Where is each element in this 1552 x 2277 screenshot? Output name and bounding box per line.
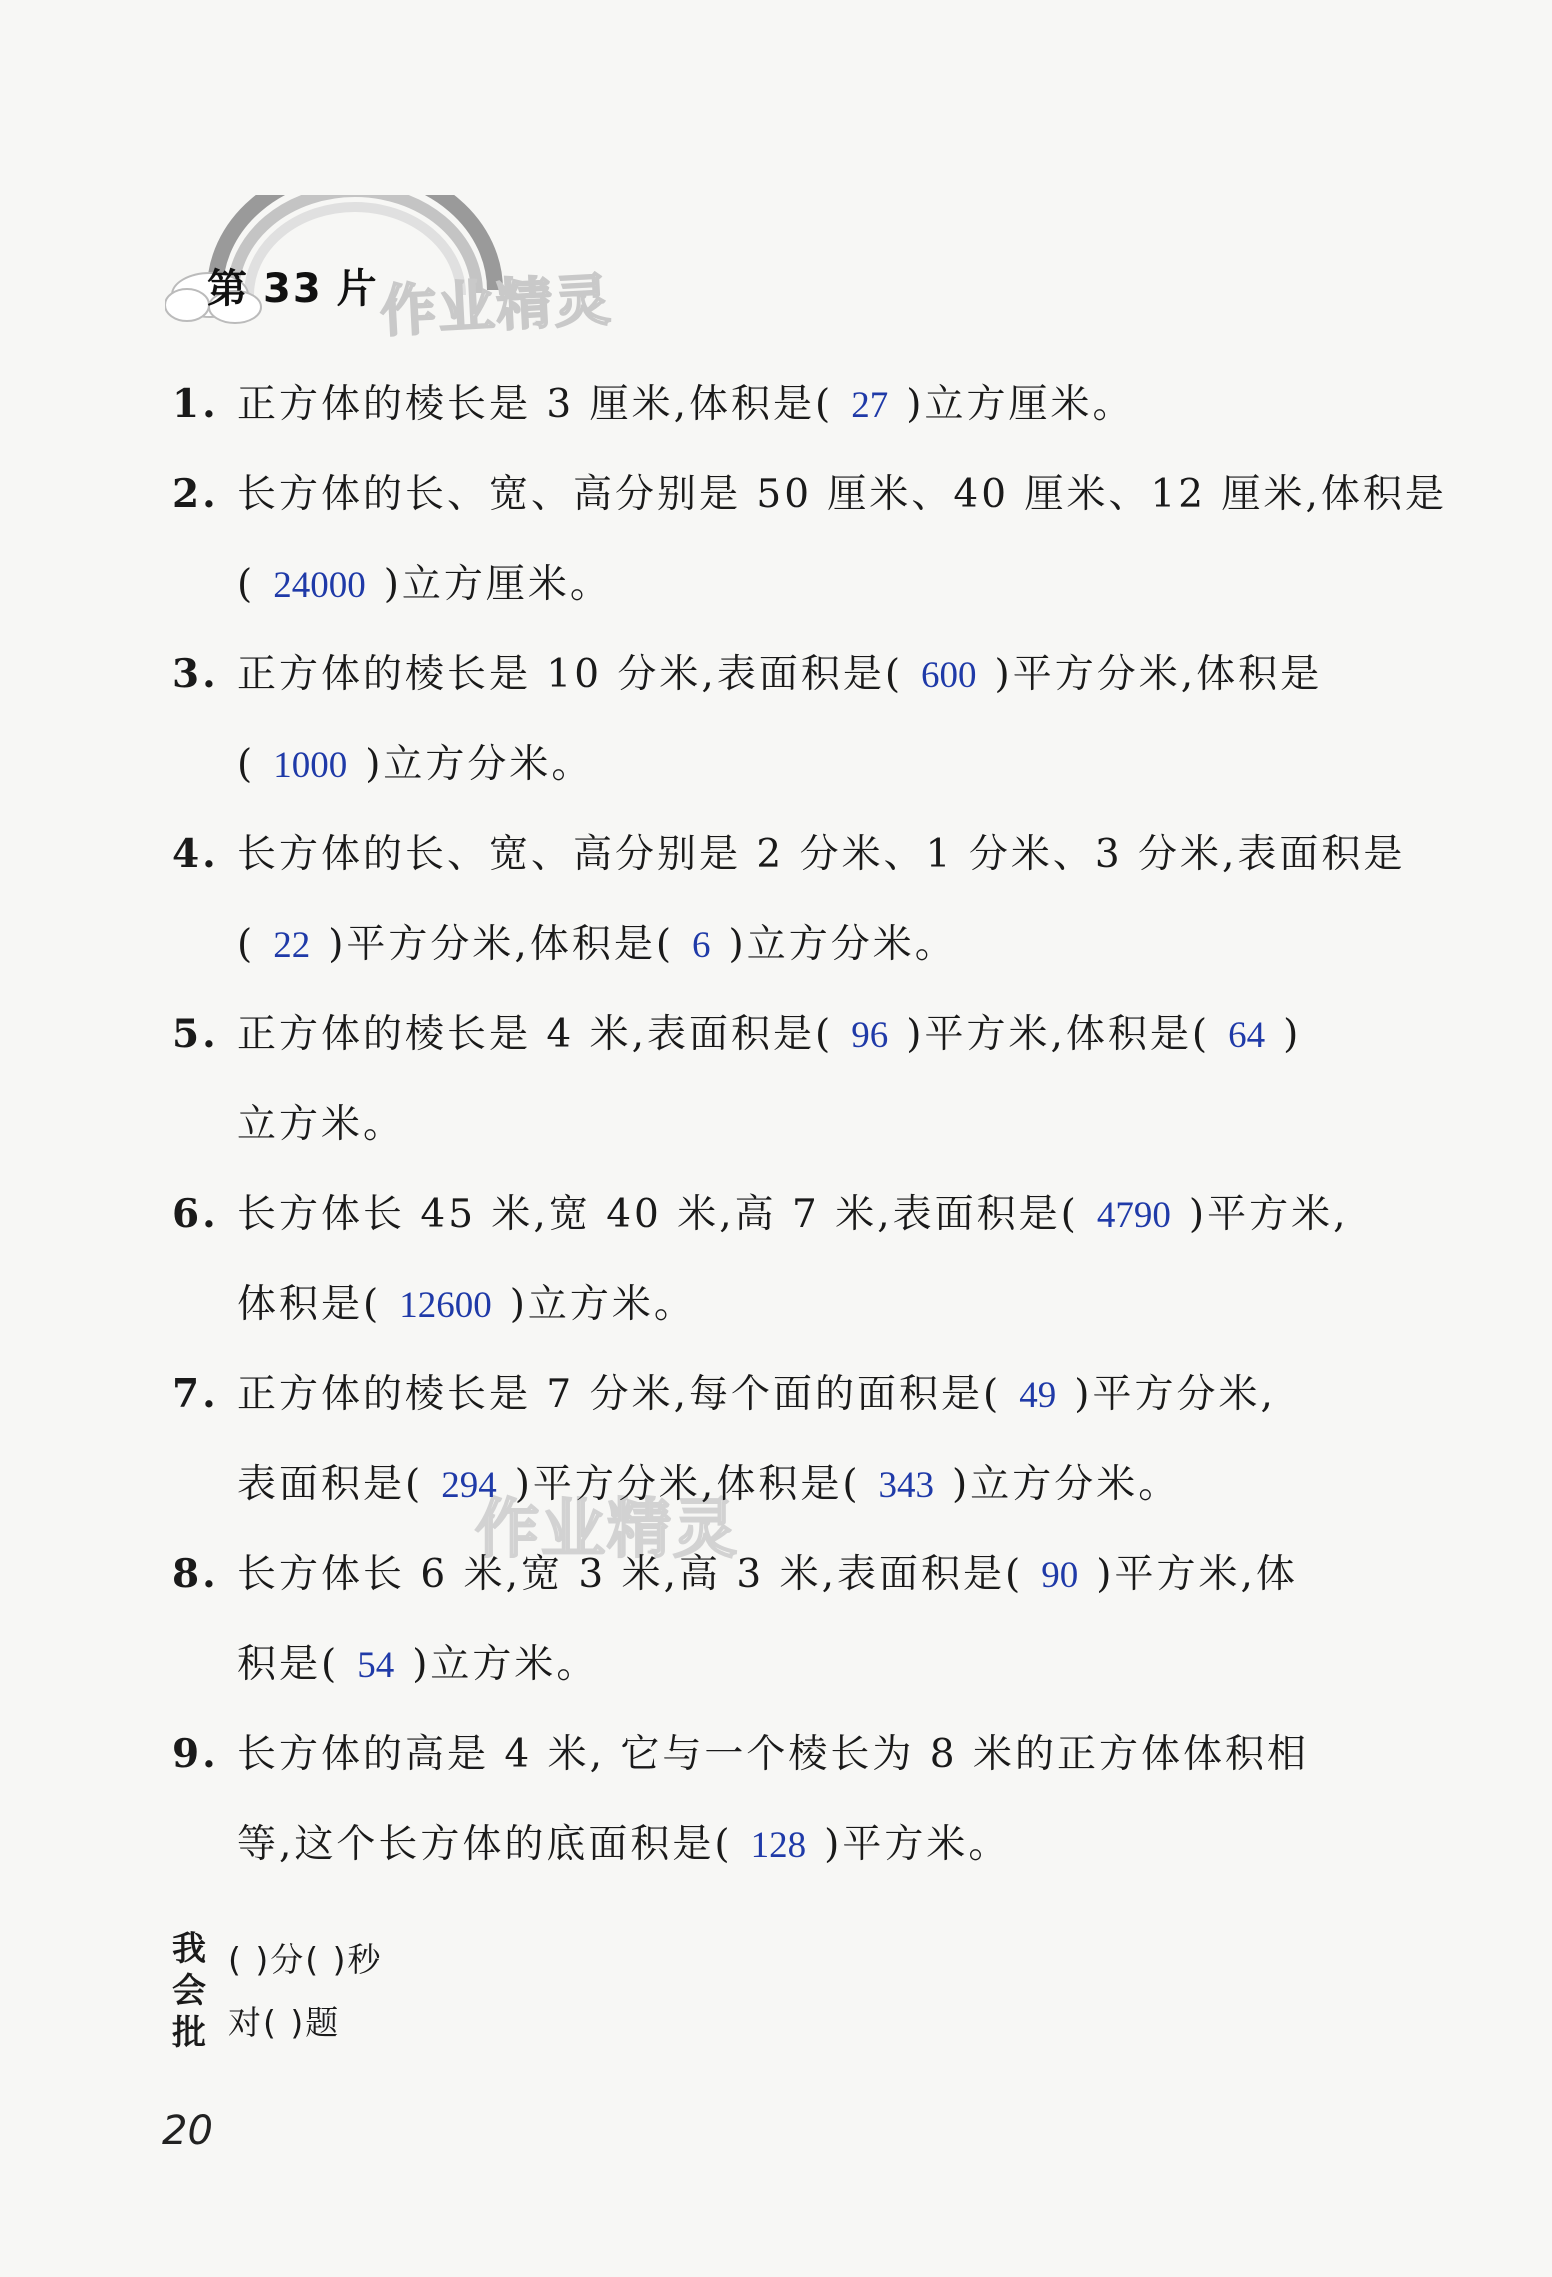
question-text-segment: )平方分米,体积是( — [514, 1462, 861, 1507]
question-text — [237, 1192, 1349, 1237]
question-number: 2. — [172, 471, 219, 517]
question-text-segment: ) — [1283, 1012, 1302, 1057]
question-text-segment: )立方厘米。 — [906, 382, 1135, 427]
question-text-segment: 长方体的高是 4 米, 它与一个棱长为 8 米的正方体体积相 — [237, 1732, 1310, 1777]
question-text-segment: )立方分米。 — [952, 1462, 1181, 1507]
handwritten-answer: 294 — [441, 1465, 497, 1506]
question-text-segment: )平方分米, — [1074, 1372, 1276, 1417]
grading-label: 我 会 批 — [172, 1929, 206, 2053]
question-text-segment: 长方体的长、宽、高分别是 50 厘米、40 厘米、12 厘米,体积是 — [237, 472, 1447, 517]
question-text-segment: )平方分米,体积是 — [994, 652, 1323, 697]
question-text-segment: 正方体的棱长是 10 分米,表面积是( — [237, 652, 904, 697]
question-text-segment: )平方米,体 — [1096, 1552, 1298, 1597]
question-text — [237, 1282, 696, 1327]
question-text-segment: 正方体的棱长是 3 厘米,体积是( — [237, 382, 834, 427]
handwritten-answer: 1000 — [273, 745, 348, 786]
question-text-segment: 正方体的棱长是 4 米,表面积是( — [237, 1012, 834, 1057]
question-text-segment: 长方体长 45 米,宽 40 米,高 7 米,表面积是( — [237, 1192, 1079, 1237]
question-text-segment: )立方分米。 — [728, 922, 957, 967]
question-text-segment: ( — [237, 742, 256, 787]
question-text-segment: )平方米,体积是( — [906, 1012, 1211, 1057]
handwritten-answer: 54 — [357, 1645, 395, 1686]
question-number: 6. — [172, 1191, 219, 1237]
question-text — [237, 1012, 1302, 1057]
handwritten-answer: 22 — [273, 925, 311, 966]
question-text-segment: 正方体的棱长是 7 分米,每个面的面积是( — [237, 1372, 1002, 1417]
question-text-segment: 长方体长 6 米,宽 3 米,高 3 米,表面积是( — [237, 1552, 1024, 1597]
handwritten-answer: 27 — [851, 385, 889, 426]
question-text-segment: )立方分米。 — [365, 742, 594, 787]
handwritten-answer: 90 — [1041, 1555, 1079, 1596]
question-number: 5. — [172, 1011, 219, 1057]
question-text-segment: 立方米。 — [237, 1102, 406, 1147]
question-text — [237, 1552, 1298, 1597]
section-title: 第 33 片 — [207, 266, 379, 312]
question-number: 1. — [172, 381, 219, 427]
question-text-segment: ( — [237, 562, 256, 607]
question-text-segment: )平方分米,体积是( — [328, 922, 675, 967]
question-text-segment: 长方体的长、宽、高分别是 2 分米、1 分米、3 分米,表面积是 — [237, 832, 1406, 877]
question-text — [237, 1462, 1181, 1507]
correct-count-line: 对( )题 — [228, 2003, 341, 2042]
handwritten-answer: 96 — [851, 1015, 889, 1056]
question-number: 8. — [172, 1551, 219, 1597]
watermark-logo-center: 作业精灵 — [475, 1493, 739, 1567]
handwritten-answer: 343 — [878, 1465, 935, 1506]
question-text — [237, 922, 957, 967]
question-text — [237, 652, 1323, 697]
handwritten-answer: 24000 — [273, 565, 366, 606]
question-text-segment: )立方厘米。 — [383, 562, 612, 607]
question-text — [237, 1822, 1011, 1867]
page-number: 20 — [162, 2108, 213, 2154]
handwritten-answer: 49 — [1019, 1375, 1057, 1416]
question-text — [237, 562, 612, 607]
question-text — [237, 742, 594, 787]
question-text — [237, 1642, 599, 1687]
handwritten-answer: 4790 — [1096, 1195, 1171, 1236]
question-text-segment: )平方米, — [1188, 1192, 1349, 1237]
question-text — [237, 1732, 1310, 1777]
handwritten-answer: 6 — [692, 925, 711, 966]
handwritten-answer: 64 — [1228, 1015, 1266, 1056]
question-text — [237, 382, 1135, 427]
time-record-line: ( )分( )秒 — [228, 1940, 383, 1979]
question-text-segment: ( — [237, 922, 256, 967]
question-text-segment: 表面积是( — [237, 1462, 424, 1507]
question-text — [237, 1372, 1276, 1417]
question-number: 3. — [172, 651, 219, 697]
handwritten-answer: 600 — [921, 655, 977, 696]
handwritten-answer: 12600 — [399, 1285, 492, 1326]
question-number: 4. — [172, 831, 219, 877]
question-text-segment: 等,这个长方体的底面积是( — [237, 1822, 733, 1867]
watermark-logo: 作业精灵 — [378, 267, 614, 346]
question-text — [237, 832, 1406, 877]
question-text-segment: 积是( — [237, 1642, 340, 1687]
question-text — [237, 472, 1447, 517]
question-text-segment: )立方米。 — [412, 1642, 599, 1687]
question-text — [237, 1102, 406, 1147]
question-number: 7. — [172, 1371, 219, 1417]
question-text-segment: 体积是( — [237, 1282, 382, 1327]
question-text-segment: )立方米。 — [509, 1282, 696, 1327]
handwritten-answer: 128 — [750, 1825, 807, 1866]
question-number: 9. — [172, 1731, 219, 1777]
question-text-segment: )平方米。 — [824, 1822, 1011, 1867]
